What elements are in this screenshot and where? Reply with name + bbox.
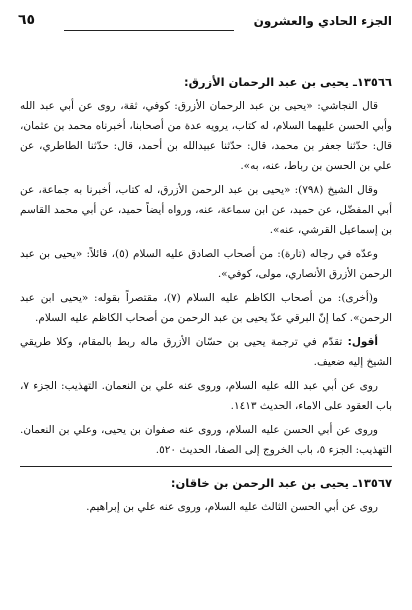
comment-paragraph bbox=[20, 332, 392, 372]
shaykh-paragraph: وقال الشيخ (٧٩٨): «يحيى بن عبد الرحمن الأزرق، له كتاب، أخبرنا به جماعة، عن أبي المفضّل، عن حميد، عن ابن سماعة، عنه، ورواه أيضاً حميد، عن أبي محمد القاسم بن إسماعيل القرشي، عنه». bbox=[20, 184, 392, 236]
comment-lead: أقول: bbox=[347, 336, 378, 348]
header-rule bbox=[64, 30, 234, 31]
header-title: الجزء الحادي والعشرون bbox=[253, 14, 392, 28]
entry-divider bbox=[20, 466, 392, 467]
entry2-paragraph: روى عن أبي الحسن الثالث عليه السلام، وروى عنه علي بن إبراهيم. bbox=[86, 501, 378, 513]
narration-paragraph-1: روى عن أبي عبد الله عليه السلام، وروى عنه علي بن النعمان. التهذيب: الجزء ٧، باب العقود على الاماء، الحديث ١٤١٣. bbox=[20, 380, 392, 412]
rijal-paragraph: وعدّه في رجاله (تارة): من أصحاب الصادق عليه السلام (٥)، قائلاً: «يحيى بن عبد الرحمن الأزرق الأنصاري، مولى، كوفي». bbox=[20, 248, 392, 280]
narration-paragraph-2: وروى عن أبي الحسن عليه السلام، وروى عنه صفوان بن يحيى، وعلي بن النعمان. التهذيب: الجزء ٥، باب الخروج إلى الصفا، الحديث ٥٢٠. bbox=[20, 424, 392, 456]
comment-text: تقدّم في ترجمة يحيى بن حسّان الأزرق ماله ربط بالمقام، وكلا طريقي الشيخ إليه ضعيف. bbox=[20, 336, 392, 368]
kazim-paragraph: و(أخرى): من أصحاب الكاظم عليه السلام (٧)، مقتصراً بقوله: «يحيى ابن عبد الرحمن». كما إنّ البرقي عدّ يحيى بن عبد الرحمن من أصحاب الكاظم عليه السلام. bbox=[20, 292, 392, 324]
najashi-paragraph: قال النجاشي: «يحيى بن عبد الرحمان الأزرق: كوفي، ثقة، روى عن أبي عبد الله وأبي الحسن عليهما السلام، له كتاب، يرويه عدة من أصحابنا، أخبرناه محمد بن عثمان، قال: حدّثنا جعفر بن محمد، قال: حدّثنا عبيدالله بن أحمد، قال: حدّثنا الطاطري، عن علي بن الحسن بن رباط، عنه، به». bbox=[20, 100, 392, 172]
entry-heading-13566: ١٣٥٦٦ـ يحيى بن عبد الرحمان الأزرق: bbox=[183, 75, 392, 89]
entry-heading-13567: ١٣٥٦٧ـ يحيى بن عبد الرحمن بن خاقان: bbox=[170, 476, 392, 490]
running-header bbox=[18, 12, 392, 36]
page-number: ٦٥ bbox=[18, 12, 36, 28]
page-content bbox=[20, 72, 392, 521]
